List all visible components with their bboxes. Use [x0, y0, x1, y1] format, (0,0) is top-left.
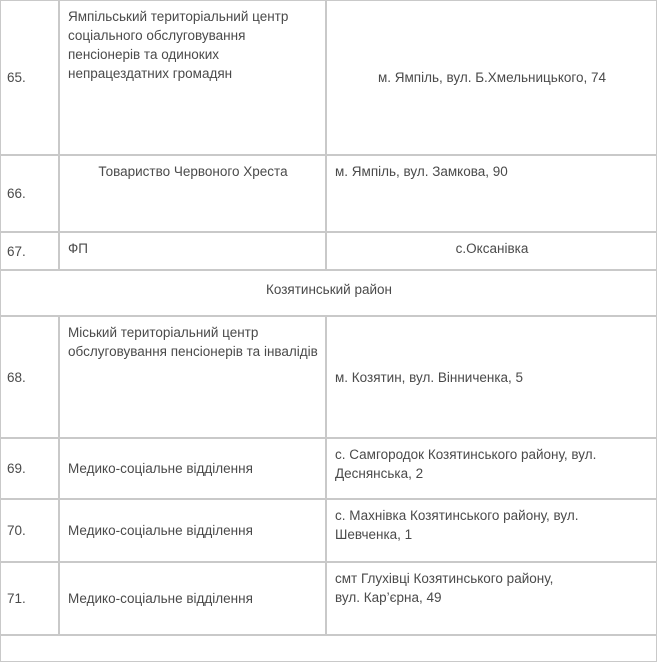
row-number-cell: 71. [0, 562, 59, 635]
table-row [0, 155, 657, 232]
address-line-1: с. Махнівка Козятинського району, вул. [335, 508, 579, 523]
row-number-cell: 69. [0, 438, 59, 499]
table-row [0, 499, 657, 562]
address-line-2: вул. Кар’єрна, 49 [335, 590, 442, 605]
row-number-cell: 65. [0, 0, 59, 155]
table-row [0, 0, 657, 155]
table-row [0, 316, 657, 438]
facility-name-cell: Товариство Червоного Хреста [59, 155, 326, 232]
row-number-cell: 66. [0, 155, 59, 232]
facility-address-cell: м. Ямпіль, вул. Замкова, 90 [326, 155, 657, 232]
address-line-1: смт Глухівці Козятинського району, [335, 571, 554, 586]
district-label: Козятинський район [0, 270, 657, 316]
facility-name-cell: Медико-соціальне відділення [59, 438, 326, 499]
facility-address-cell [326, 499, 657, 562]
row-number-cell: 70. [0, 499, 59, 562]
address-line-1: с. Самгородок Козятинського району, вул. [335, 447, 597, 462]
facility-address-cell: с.Оксанівка [326, 232, 657, 270]
table-row [0, 562, 657, 635]
table-row [0, 438, 657, 499]
facility-name-cell: ФП [59, 232, 326, 270]
address-line-2: Шевченка, 1 [335, 527, 413, 542]
row-number-cell: 68. [0, 316, 59, 438]
facility-address-cell [326, 438, 657, 499]
facility-name-cell: Медико-соціальне відділення [59, 499, 326, 562]
facility-address-cell [326, 562, 657, 635]
facility-name-cell: Ямпільський територіальний центр соціального обслуговування пенсіонерів та одиноких непрацездатних громадян [59, 0, 326, 155]
facility-address-cell: м. Ямпіль, вул. Б.Хмельницького, 74 [326, 0, 657, 155]
address-line-2: Деснянська, 2 [335, 466, 424, 481]
facility-name-cell: Медико-соціальне відділення [59, 562, 326, 635]
next-row-placeholder [0, 635, 657, 662]
facility-address-cell: м. Козятин, вул. Вінниченка, 5 [326, 316, 657, 438]
table-row-partial [0, 635, 657, 662]
table-row [0, 232, 657, 270]
row-number-cell: 67. [0, 232, 59, 270]
district-header-row [0, 270, 657, 316]
facility-name-cell: Міський територіальний центр обслуговування пенсіонерів та інвалідів [59, 316, 326, 438]
